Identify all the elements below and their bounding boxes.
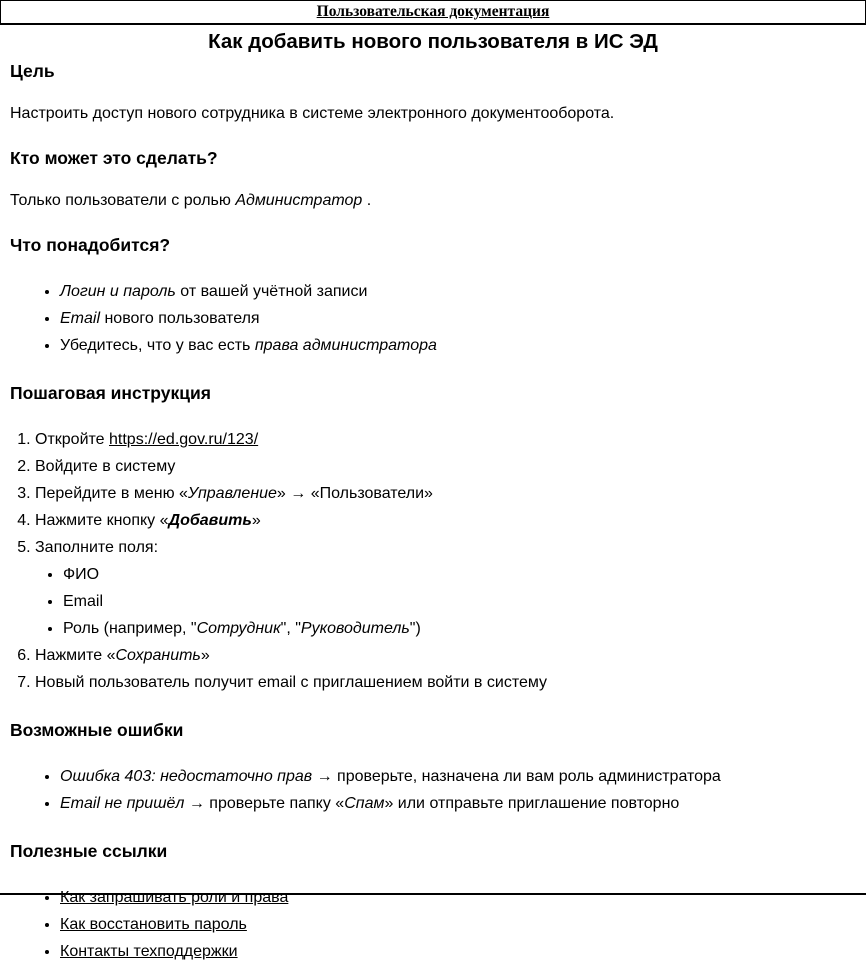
list-item [63, 615, 856, 642]
list-item [63, 588, 856, 615]
text-run: нового пользователя [100, 310, 260, 327]
text-run: ", " [280, 620, 301, 637]
text-run: Сохранить [115, 647, 201, 664]
text-run: → проверьте, назначена ли вам роль администратора [312, 768, 721, 785]
paragraph [10, 191, 856, 211]
footer-rule [0, 893, 866, 895]
text-run: от вашей учётной записи [175, 283, 368, 300]
roles-rights-link[interactable]: Как запрашивать роли и права [60, 889, 289, 906]
list-item [60, 332, 856, 359]
text-run: Нажмите кнопку « [35, 512, 169, 529]
text-run: Роль (например, " [63, 620, 197, 637]
page-title: Как добавить нового пользователя в ИС ЭД [208, 30, 658, 53]
list-item [60, 278, 856, 305]
bullet-list [10, 278, 856, 359]
text-run: Администратор [235, 192, 363, 209]
document-header-label: Пользовательская документация [316, 3, 550, 20]
portal-url-link[interactable]: https://ed.gov.ru/123/ [109, 431, 259, 448]
list-item [35, 426, 856, 453]
list-item [35, 534, 856, 642]
bullet-list [10, 884, 856, 965]
section-heading: Полезные ссылки [10, 841, 168, 861]
document-header [0, 0, 866, 25]
text-run: Перейдите в меню « [35, 485, 188, 502]
list-item [35, 480, 856, 507]
text-run: Логин и пароль [60, 283, 176, 300]
text-run: права администратора [254, 337, 437, 354]
text-run: Настроить доступ нового сотрудника в системе электронного документооборота. [10, 105, 615, 122]
paragraph [10, 104, 856, 124]
password-recovery-link[interactable]: Как восстановить пароль [60, 916, 247, 933]
text-run: Только пользователи с ролью [10, 192, 236, 209]
text-run: » [251, 512, 261, 529]
document-body [0, 61, 866, 965]
text-run: Войдите в систему [35, 458, 176, 475]
text-run: Ошибка 403: недостаточно прав [60, 768, 313, 785]
text-run: Нажмите « [35, 647, 116, 664]
text-run: Email [60, 310, 101, 327]
list-item [35, 453, 856, 480]
list-item [60, 763, 856, 790]
text-run: Руководитель [300, 620, 410, 637]
text-run: Новый пользователь получит email с приглашением войти в систему [35, 674, 548, 691]
list-item [63, 561, 856, 588]
list-item [60, 884, 856, 911]
sub-bullet-list [35, 561, 856, 642]
list-item [60, 305, 856, 332]
section-heading: Кто может это сделать? [10, 148, 218, 168]
bullet-list [10, 763, 856, 817]
list-item [60, 790, 856, 817]
text-run: Убедитесь, что у вас есть [60, 337, 255, 354]
list-item [35, 507, 856, 534]
section-heading: Цель [10, 61, 55, 81]
text-run: Добавить [168, 512, 252, 529]
numbered-list [10, 426, 856, 696]
text-run: ") [409, 620, 421, 637]
section-heading: Пошаговая инструкция [10, 383, 211, 403]
section-heading: Возможные ошибки [10, 720, 184, 740]
text-run: Сотрудник [196, 620, 281, 637]
list-item [35, 669, 856, 696]
text-run: » или отправьте приглашение повторно [384, 795, 680, 812]
section-heading: Что понадобится? [10, 235, 171, 255]
text-run: Спам [344, 795, 385, 812]
list-item [35, 642, 856, 669]
text-run: Откройте [35, 431, 109, 448]
text-run: Управление [187, 485, 277, 502]
text-run: ФИО [63, 566, 100, 583]
support-contacts-link[interactable]: Контакты техподдержки [60, 943, 238, 960]
text-run: → проверьте папку « [184, 795, 345, 812]
text-run: Заполните поля: [35, 539, 159, 556]
text-run: » [200, 647, 210, 664]
list-item [60, 911, 856, 938]
text-run: Email не пришёл [60, 795, 185, 812]
text-run: . [362, 192, 372, 209]
list-item [60, 938, 856, 965]
text-run: Email [63, 593, 104, 610]
text-run: » → «Пользователи» [276, 485, 433, 502]
